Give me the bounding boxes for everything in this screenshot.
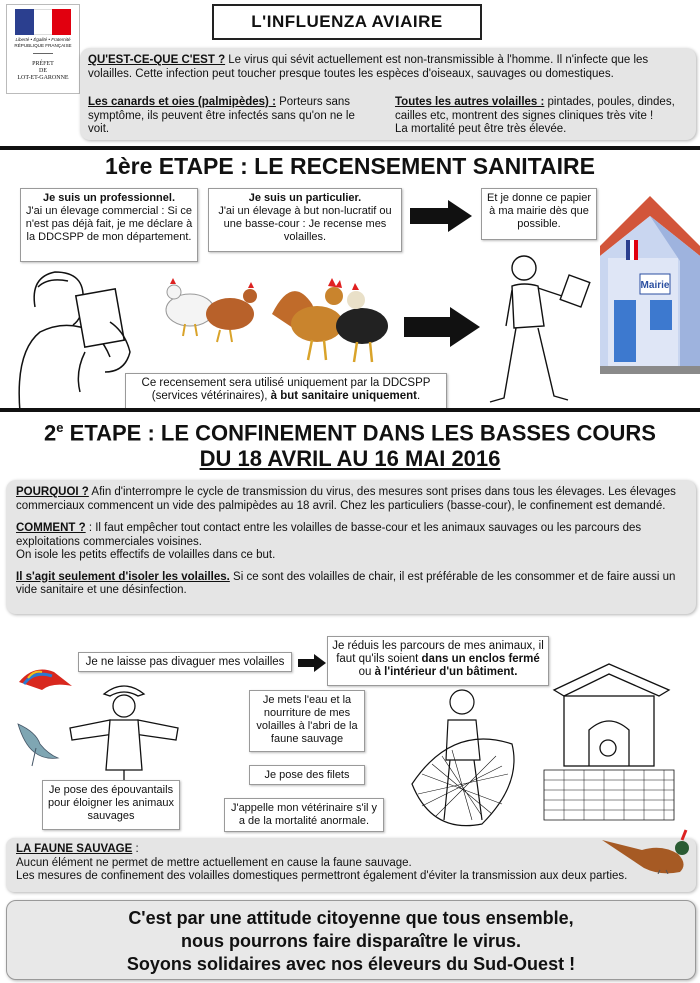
others-label: Toutes les autres volailles : [395,96,545,108]
pro-box [20,188,198,262]
wildlife-line1: Aucun élément ne permet de mettre actuellement en cause la faune sauvage. [16,856,412,869]
reduce-bold-2: à l'intérieur d'un bâtiment. [374,666,518,678]
how-label: COMMENT ? [16,522,86,534]
others-text2: La mortalité peut être très élevée. [395,123,567,135]
intro-ducks [88,96,378,137]
water-text: Je mets l'eau et la nourriture de mes volailles à l'abri de la faune sauvage [256,694,358,745]
how-text: : Il faut empêcher tout contact entre les volailles de basse-cour et les animaux sauvages ou les parcours des exploitations commerciales voisines. [16,522,642,548]
closing-line-3: Soyons solidaires avec nos éleveurs du Sud-Ouest ! [126,954,576,974]
isolate-paragraph [16,571,686,598]
logo-department: LOT-ET-GARONNE [17,75,69,81]
isolate-text: Si ce sont des volailles de chair, il est préférable de les consommer et de faire aussi un vide sanitaire et une désinfection. [16,570,676,596]
step2-heading-text: ETAPE : LE CONFINEMENT DANS LES BASSES COURS [63,420,656,446]
step2-panel [6,480,696,614]
ducks-text: Porteurs sans symptôme, ils peuvent être infectés sans qu'on ne le voit. [88,96,355,135]
water-box [249,690,365,752]
usage-text: Ce recensement sera utilisé uniquement par la DDCSPP (services vétérinaires), [141,377,431,402]
prefecture-logo [6,4,80,94]
pro-title: Je suis un professionnel. [42,192,176,204]
how-paragraph [16,522,686,563]
usage-note-box [125,373,447,409]
ducks-label: Les canards et oies (palmipèdes) : [88,96,276,108]
chicken-coop-illustration [534,660,684,828]
what-label: QU'EST-CE-QUE C'EST ? [88,54,226,66]
chickens-illustration [160,272,260,344]
parrot-icon [14,662,74,696]
wildlife-line2: Les mesures de confinement des volailles domestiques permettront également d'éviter la transmission aux deux parties. [16,870,628,882]
isolate-label: Il s'agit seulement d'isoler les volailles. [16,570,230,583]
page-title-box [212,4,482,40]
pheasant-icon [600,820,696,874]
mairie-note-box [481,188,597,240]
nets-box [249,765,365,785]
step2-heading-number: 2 [44,420,57,446]
what-text: Le virus qui sévit actuellement est non-transmissible à l'homme. Il n'infecte que les volailles. Cette infection peut toucher presque toutes les espèces d'oiseaux, sauvages ou domestiques. [88,54,649,80]
intro-what [88,54,688,81]
page-title: L'INFLUENZA AVIAIRE [251,12,443,31]
step2-heading-sup: e [56,420,64,435]
step2-dates: DU 18 AVRIL AU 16 MAI 2016 [199,446,501,471]
wildlife-label: LA FAUNE SAUVAGE [16,843,133,855]
pro-text: J'ai un élevage commercial : Si ce n'est pas déjà fait, je me déclare à la DDCSPP de mon département. [25,205,193,243]
logo-motto: Liberté • Égalité • Fraternité [15,37,71,42]
divider-2 [0,408,700,412]
step1-heading: 1ère ETAPE : LE RECENSEMENT SANITAIRE [105,153,595,179]
reduce-text: Je réduis les parcours de mes animaux, il faut qu'ils soient [332,640,544,665]
nets-text: Je pose des filets [264,769,350,781]
why-paragraph [16,486,686,513]
particulier-title: Je suis un particulier. [248,192,362,204]
closing-panel [6,900,696,980]
divider-1 [0,146,700,150]
logo-republic: RÉPUBLIQUE FRANÇAISE [14,43,72,48]
reduce-mid: ou [358,666,375,678]
particulier-text: J'ai un élevage à but non-lucratif ou une basse-cour : Je recense mes volailles. [218,205,392,243]
marianne-flag [15,9,71,35]
intro-others [395,96,690,137]
rooster-illustration [262,274,392,370]
arrow-right-icon-large [404,307,480,347]
wildlife-heading [16,843,686,857]
others-text: pintades, poules, dindes, cailles etc, montrent des signes cliniques très vite ! [395,96,675,122]
arrow-right-icon [410,200,472,232]
wander-text: Je ne laisse pas divaguer mes volailles [85,656,285,668]
wander-box [78,652,292,672]
closing-line-1: C'est par une attitude citoyenne que tous ensemble, [128,908,574,928]
mairie-building-icon [600,196,700,396]
wildlife-panel [6,838,696,892]
logo-de: DE [39,68,47,74]
walking-man-illustration [484,250,594,410]
vet-box [224,798,384,832]
usage-end: . [417,390,421,402]
wildlife-colon: : [132,843,139,855]
heron-icon [14,718,60,768]
man-with-net-illustration [392,684,532,832]
usage-bold: à but sanitaire uniquement [270,390,417,402]
intro-panel [80,48,696,140]
mairie-sign: Mairie [640,280,670,291]
why-text: Afin d'interrompre le cycle de transmission du virus, des mesures sont prises dans tous les élevages. Les élevages commerciaux commencent un vide des palmipèdes au 18 avril. Chez les particuliers (basse-cour), le confinement est demandé. [16,486,676,512]
scarecrow-box [42,780,180,830]
reduce-bold-1: dans un enclos fermé [421,653,540,665]
vet-text: J'appelle mon vétérinaire s'il y a de la mortalité anormale. [230,802,378,827]
logo-prefect: PRÉFET [32,61,54,67]
scarecrow-illustration [66,680,184,780]
reduce-box [327,636,549,686]
how-text2: On isole les petits effectifs de volailles dans ce but. [16,549,276,561]
scarecrow-text: Je pose des épouvantails pour éloigner les animaux sauvages [48,784,174,822]
mairie-note-text: Et je donne ce papier à ma mairie dès que possible. [487,192,591,230]
closing-line-2: nous pourrons faire disparaître le virus. [180,931,522,951]
arrow-right-small-icon [298,654,326,672]
particulier-box [208,188,402,252]
why-label: POURQUOI ? [16,486,89,498]
